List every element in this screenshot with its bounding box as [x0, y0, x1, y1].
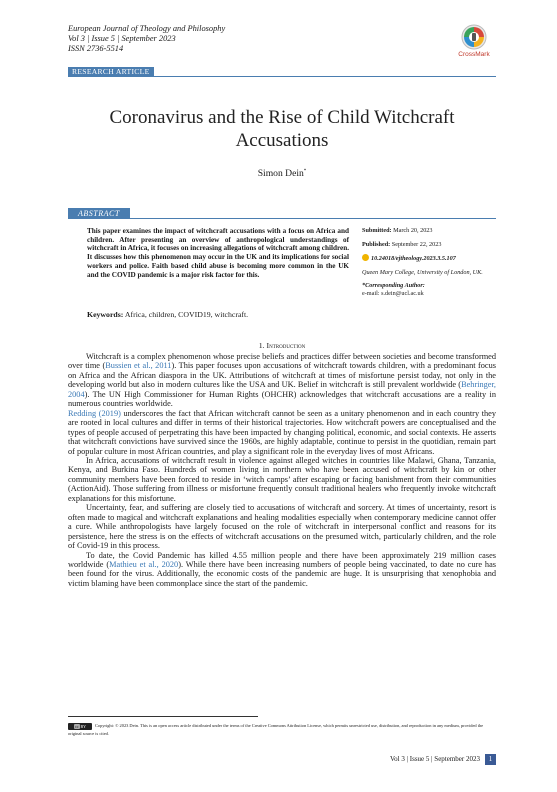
keywords-label: Keywords: [87, 310, 124, 319]
corresponding-label: Corresponding Author: [365, 282, 425, 290]
abstract-band [68, 208, 496, 219]
article-type-rule [68, 76, 496, 77]
footer-volume: Vol 3 | Issue 5 | September 2023 [390, 755, 480, 763]
published-label: Published: [362, 240, 391, 248]
section-heading [68, 341, 496, 350]
abstract-label: ABSTRACT [68, 208, 130, 219]
abstract-text: This paper examines the impact of witchcraft accusations with a focus on Africa and children. After presenting an overview of anthropological understandings of witchcraft in Africa, it focuses on increasing allegations of witchcraft among children. It discusses how this phenomenon may occur in the UK and its implications for social workers and police. Faith based child abuse is becoming more common in the UK and the COVID pandemic is a major risk factor for this. [87, 227, 349, 279]
affiliation: Queen Mary College, University of London, UK. [362, 268, 483, 276]
keywords [87, 310, 349, 319]
submitted-label: Submitted: [362, 227, 392, 234]
paragraph-5: To date, the Covid Pandemic has killed 4.55 million people and there have been approximately 219 million cases worldwide (Mathieu et al., 2020). While there have been increasing numbers of people being vaccinated, to date no cure has been found for the virus. Additionally, the economic costs of the pandemic are huge. It is unsurprising that xenophobia and victim blaming have been commonplace since the start of the pandemic. [68, 550, 496, 588]
journal-issn: ISSN 2736-5514 [68, 44, 124, 53]
license-note [68, 722, 496, 738]
submitted-info [362, 227, 496, 235]
journal-header [68, 24, 225, 54]
paragraph-2: Redding (2019) underscores the fact that African witchcraft cannot be seen as a unitary phenomenon and in each country they are rooted in local cultures and differ in terms of their historical trajectories. How witchcraft powers are conceptualised and the types of people accused of perpetrating this have been impacted by changing political, economic, and social contexts. He asserts that witchcraft convictions have survived since the 1960s, are highly adaptable, continue to persist in the quotidian, remain part of popular culture in most African countries, and play a significant role in the everyday lives of most Africans. [68, 408, 496, 456]
doi-text: 10.24018/ejtheology.2023.3.5.107 [371, 255, 456, 263]
page-number: 1 [485, 754, 496, 765]
paper-title: Coronavirus and the Rise of Child Witchcraft Accusations [109, 107, 455, 151]
section-number: 1. [258, 341, 265, 350]
article-type-band [68, 67, 496, 77]
crossmark-badge[interactable] [452, 24, 496, 58]
author-marker: * [303, 168, 307, 174]
cc-by-badge-icon[interactable]: cc BY [68, 723, 92, 730]
citation-bussien[interactable]: Bussien et al., 2011 [105, 361, 172, 371]
page-footer [68, 754, 496, 765]
doi-icon [362, 254, 369, 261]
corresponding-email[interactable]: e-mail: s.dein@ucl.ac.uk [362, 289, 424, 297]
keywords-text: Africa, children, COVID19, witchcraft. [124, 310, 249, 319]
citation-behringer[interactable]: Behringer, 2004 [68, 380, 496, 399]
submitted-date: March 20, 2023 [393, 227, 433, 234]
corresponding-author: *Corresponding Author: e-mail: s.dein@ucl.ac.uk [362, 282, 496, 297]
paragraph-4: Uncertainty, fear, and suffering are closely tied to accusations of witchcraft and sorcery. At times of uncertainty, resort is often made to magical and witchcraft explanations and healing modalities especially when contemporary medicine cannot offer a cure. While anthropologists have largely focused on the role of witchcraft in interpersonal conflict and reasons for its persistence, here the stress is on the effects of witchcraft accusations on the presumed witch, particularly children, and the role of Covid-19 in this process. [68, 503, 496, 551]
paragraph-3: In Africa, accusations of witchcraft result in violence against alleged witches in countries like Malawi, Ghana, Tanzania, Kenya, and Burkina Faso. Hundreds of women living in northern who have been accused of witchcraft by kin or other community members have been forced to reside in ‘witch camps’ after escaping or facing banishment from their communities (ActionAid). Those suffering from illness or misfortune frequently consult traditional healers who frequently invoke witchcraft explanations for this misfortune. [68, 455, 496, 503]
article-type: RESEARCH ARTICLE [68, 67, 154, 77]
article-info-sidebar [362, 227, 496, 304]
published-info [362, 241, 496, 249]
journal-volume: Vol 3 | Issue 5 | September 2023 [68, 34, 176, 43]
paragraph-1: Witchcraft is a complex phenomenon whose precise beliefs and practices differ between societies and become transformed over time (Bussien et al., 2011). This paper focuses upon accusations of witchcraft towards children, with a predominant focus on Africa and the African diaspora in the UK. Attributions of witchcraft at times of misfortune persist today, not only in the developing world but also in modern cultures like the USA and UK. Belief in witchcraft is still prevalent worldwide (Behringer, 2004). The UN High Commissioner for Human Rights (OHCHR) acknowledges that witchcraft accusations are a reality in numerous countries worldwide. [68, 352, 496, 409]
citation-redding[interactable]: Redding (2019) [68, 408, 121, 418]
abstract-rule [68, 218, 496, 219]
citation-mathieu[interactable]: Mathieu et al., 2020 [109, 559, 179, 569]
journal-name: European Journal of Theology and Philosophy [68, 24, 226, 33]
crossmark-icon [461, 24, 487, 50]
section-title: Introduction [266, 341, 306, 350]
author-line [68, 168, 496, 179]
published-date: September 22, 2023 [391, 240, 442, 248]
license-text: Copyright: © 2023 Dein. This is an open access article distributed under the terms of the Creative Commons Attribution License, which permits unrestricted use, distribution, and reproduction in any medium, provided the original source is cited. [68, 723, 484, 736]
doi-link[interactable] [362, 254, 496, 263]
crossmark-label: CrossMark [458, 51, 490, 58]
body-text [68, 352, 496, 588]
footnote-rule [68, 716, 258, 717]
author-name: Simon Dein [257, 168, 304, 179]
